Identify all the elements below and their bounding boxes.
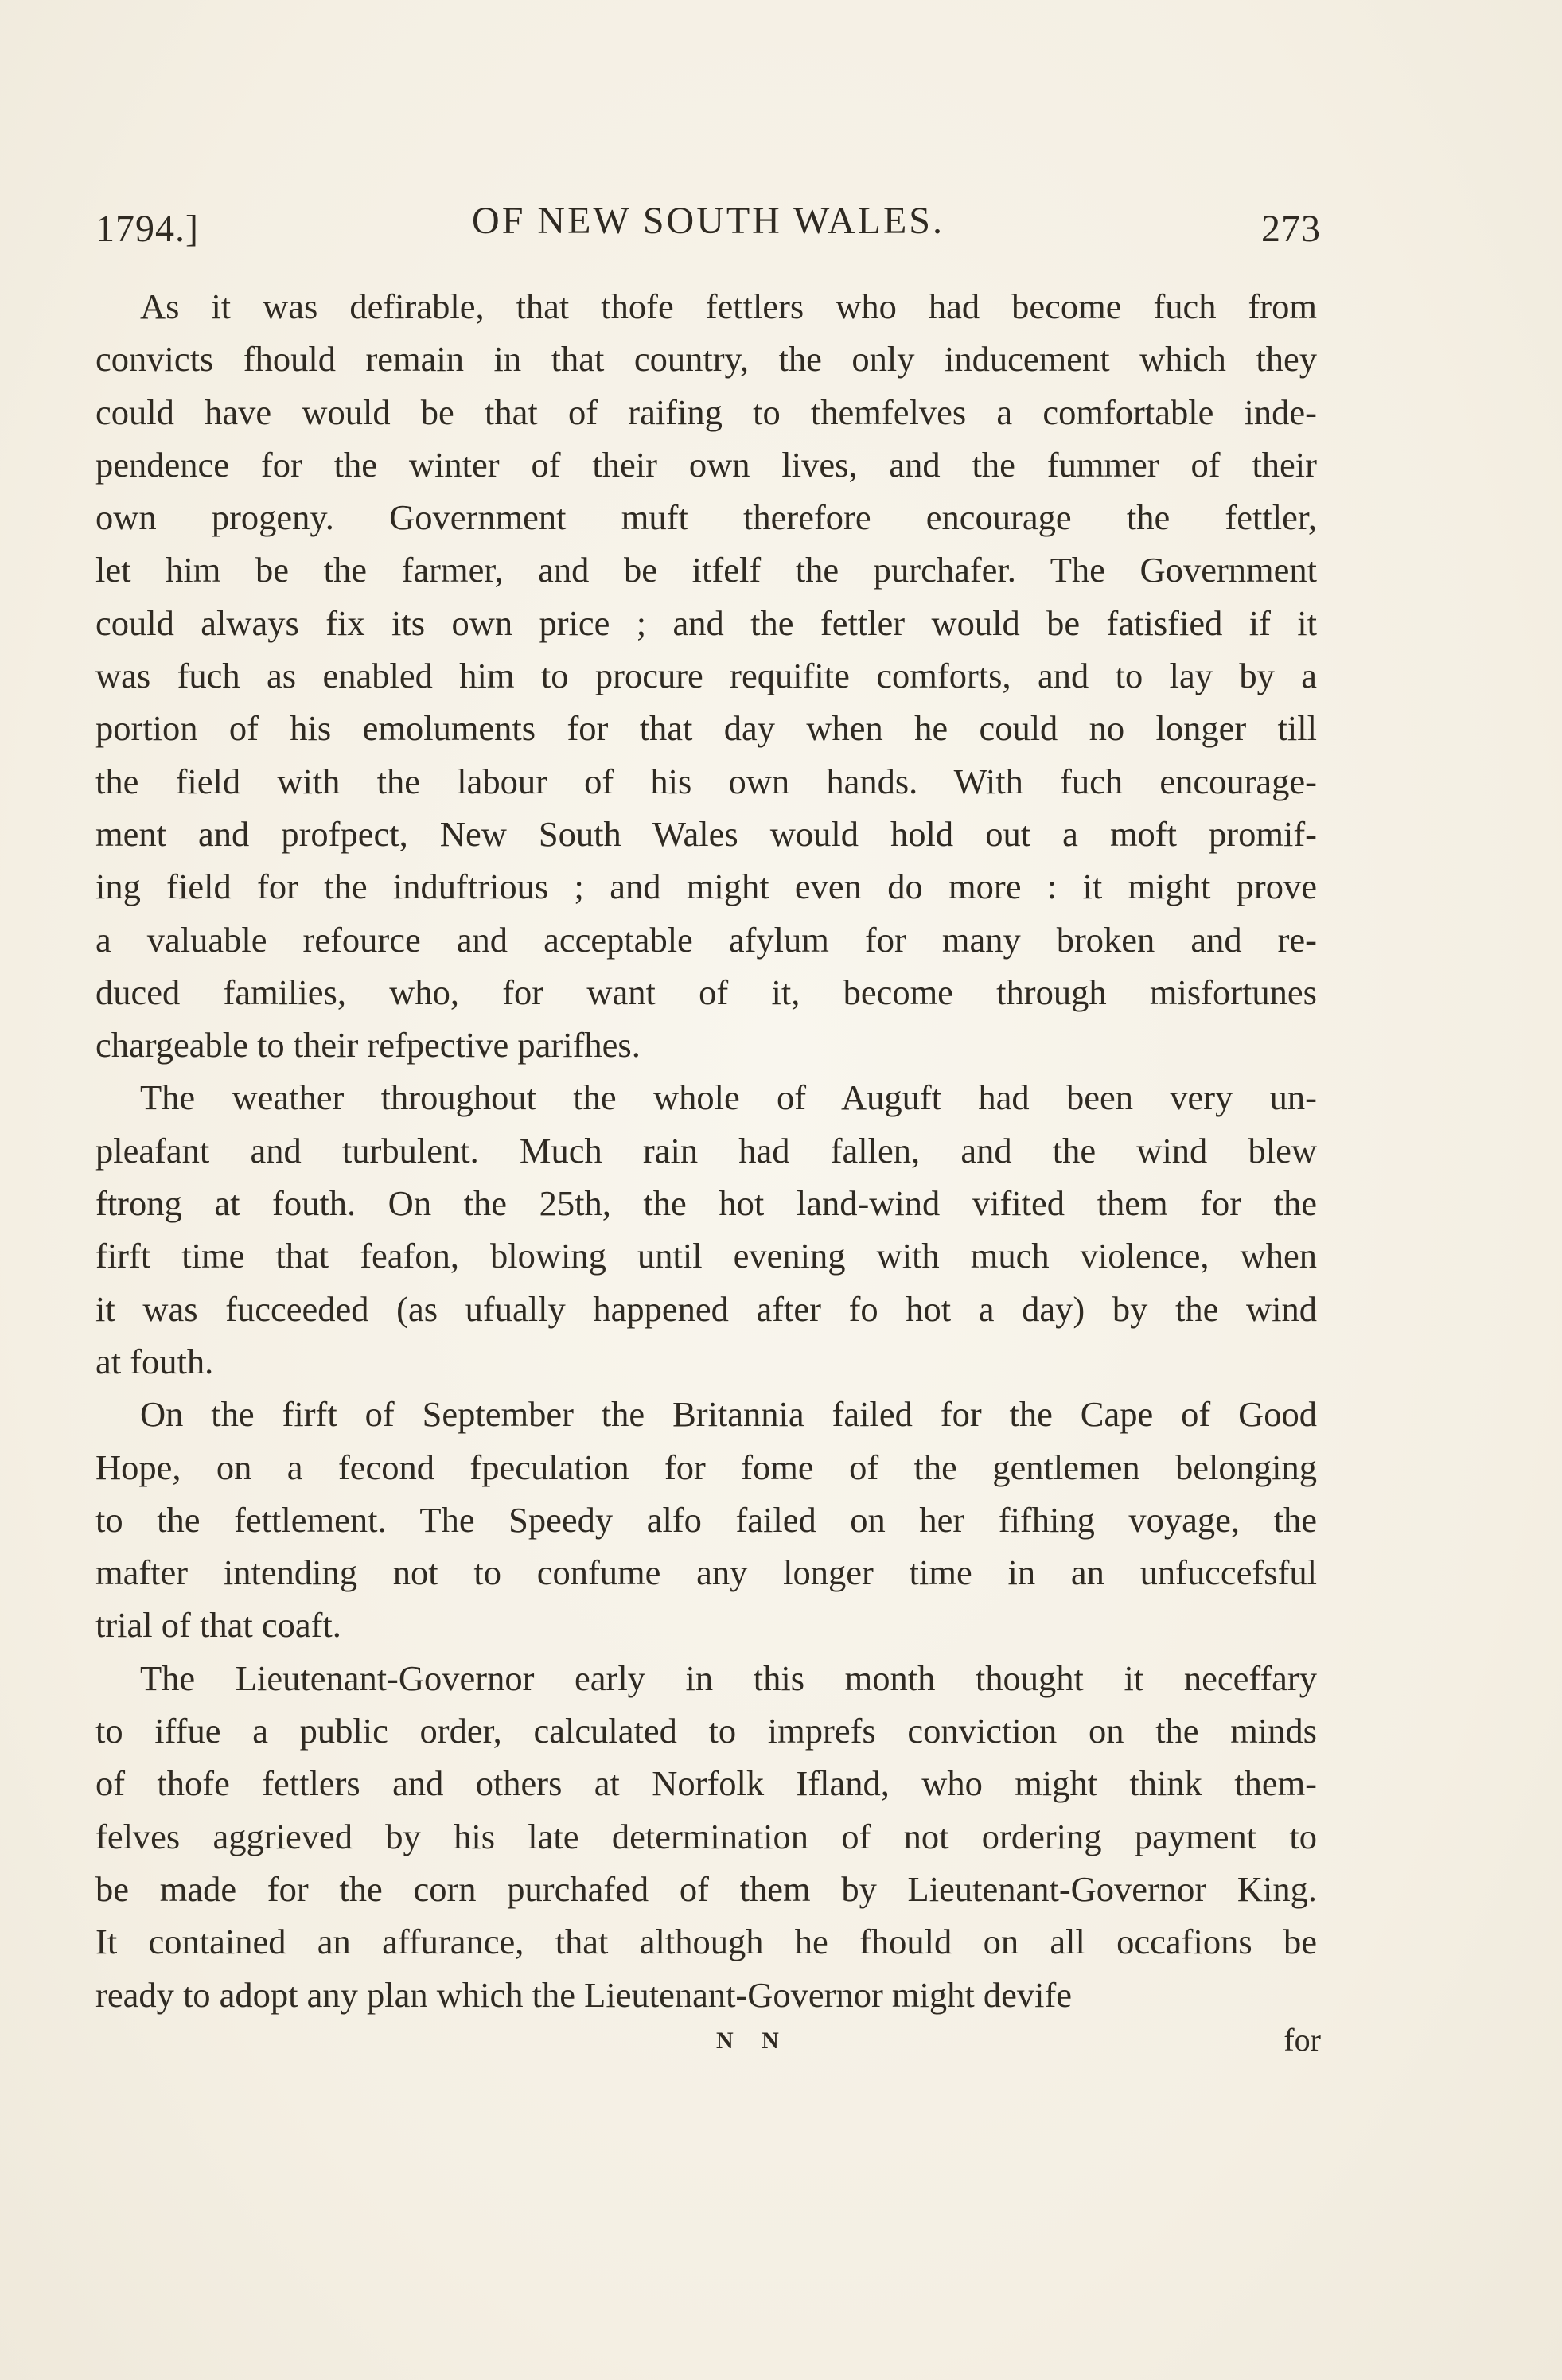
text-line: pendence for the winter of their own lives, and the fummer of their: [95, 444, 1317, 485]
text-line: chargeable to their refpective parifhes.: [95, 1025, 641, 1065]
text-line: ing field for the induftrious ; and might even do more : it might prove: [95, 867, 1317, 907]
text-line: the field with the labour of his own hands. With fuch encourage-: [95, 761, 1317, 801]
text-line: The weather throughout the whole of Auguft had been very un-: [140, 1077, 1317, 1118]
text-line: of thofe fettlers and others at Norfolk Ifland, who might think them-: [95, 1763, 1317, 1804]
text-line: a valuable refource and acceptable afylum for many broken and re-: [95, 919, 1317, 960]
signature-mark: N N: [716, 2027, 790, 2054]
text-line: convicts fhould remain in that country, the only inducement which they: [95, 339, 1317, 380]
text-line: was fuch as enabled him to procure requifite comforts, and to lay by a: [95, 656, 1317, 696]
text-line: On the firft of September the Britannia failed for the Cape of Good: [140, 1394, 1317, 1435]
paragraph: [95, 280, 1317, 1071]
text-line: ment and profpect, New South Wales would hold out a moft promif-: [95, 813, 1317, 854]
text-line: It contained an affurance, that although he fhould on all occafions be: [95, 1922, 1317, 1962]
body-text: [95, 280, 1317, 2021]
text-line: The Lieutenant-Governor early in this month thought it neceffary: [140, 1657, 1317, 1698]
header-year: 1794.]: [95, 208, 199, 250]
paragraph: [95, 1071, 1317, 1388]
paragraph: [95, 1388, 1317, 1651]
text-line: Hope, on a fecond fpeculation for fome of the gentlemen belonging: [95, 1447, 1317, 1487]
page-footer: [95, 2021, 1321, 2069]
text-line: duced families, who, for want of it, become through misfortunes: [95, 972, 1317, 1012]
text-line: let him be the farmer, and be itfelf the purchafer. The Government: [95, 550, 1317, 590]
catchword: for: [1283, 2022, 1321, 2058]
running-header: [95, 199, 1321, 255]
text-line: firft time that feafon, blowing until evening with much violence, when: [95, 1236, 1317, 1276]
text-line: it was fucceeded (as ufually happened after fo hot a day) by the wind: [95, 1288, 1317, 1329]
text-line: could always fix its own price ; and the fettler would be fatisfied if it: [95, 602, 1317, 643]
page-number: 273: [1261, 208, 1321, 250]
text-line: be made for the corn purchafed of them by Lieutenant-Governor King.: [95, 1868, 1317, 1909]
text-line: mafter intending not to confume any longer time in an unfuccefsful: [95, 1552, 1317, 1593]
text-line: portion of his emoluments for that day when he could no longer till: [95, 708, 1317, 749]
text-line: felves aggrieved by his late determination of not ordering payment to: [95, 1816, 1317, 1856]
text-line: own progeny. Government muft therefore encourage the fettler,: [95, 497, 1317, 538]
paragraph: [95, 1652, 1317, 2021]
text-line: to iffue a public order, calculated to imprefs conviction on the minds: [95, 1711, 1317, 1751]
text-line: to the fettlement. The Speedy alfo failed on her fifhing voyage, the: [95, 1499, 1317, 1540]
text-line: ready to adopt any plan which the Lieutenant-Governor might devife: [95, 1974, 1073, 2015]
text-line: pleafant and turbulent. Much rain had fallen, and the wind blew: [95, 1130, 1317, 1171]
text-line: at fouth.: [95, 1341, 214, 1381]
header-title: OF NEW SOUTH WALES.: [472, 200, 945, 242]
text-line: could have would be that of raifing to themfelves a comfortable inde-: [95, 391, 1317, 432]
text-line: ftrong at fouth. On the 25th, the hot land-wind vifited them for the: [95, 1183, 1317, 1224]
text-line: As it was defirable, that thofe fettlers who had become fuch from: [140, 286, 1317, 326]
text-line: trial of that coaft.: [95, 1605, 341, 1646]
